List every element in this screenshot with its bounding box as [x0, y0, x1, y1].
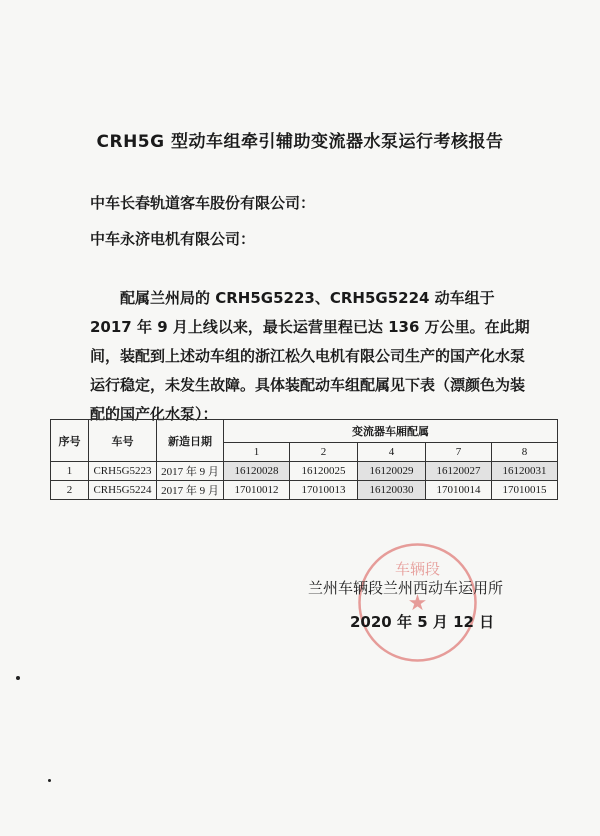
header-converter-group: 变流器车厢配属 [224, 420, 558, 443]
cell-pump: 17010012 [224, 481, 290, 500]
body-paragraph: 配属兰州局的 CRH5G5223、CRH5G5224 动车组于 2017 年 9 月上线以来，最长运营里程已达 136 万公里。在此期间，装配到上述动车组的浙江松久电机有限公司生产的国产化水泵运行稳定，未发生故障。具体装配动车组配属见下表（漂颜色为装配的国产化水泵）： [90, 289, 530, 423]
cell-train: CRH5G5223 [89, 462, 157, 481]
scan-speck [48, 779, 51, 782]
cell-pump: 16120028 [224, 462, 290, 481]
table-header-row [51, 420, 558, 443]
header-car-4: 4 [358, 443, 426, 462]
cell-pump: 16120025 [290, 462, 358, 481]
cell-train: CRH5G5224 [89, 481, 157, 500]
table-row [51, 462, 558, 481]
cell-pump: 17010015 [492, 481, 558, 500]
header-car-1: 1 [224, 443, 290, 462]
official-seal-stamp [355, 540, 480, 665]
signature-date: 2020 年 5 月 12 日 [350, 613, 495, 631]
cell-pump: 17010013 [290, 481, 358, 500]
signer: 兰州车辆段兰州西动车运用所 [308, 579, 504, 597]
cell-pump: 16120027 [426, 462, 492, 481]
header-car-2: 2 [290, 443, 358, 462]
addressee-yongji: 中车永济电机有限公司： [90, 230, 256, 248]
cell-pump: 16120030 [358, 481, 426, 500]
cell-date: 2017 年 9 月 [157, 481, 224, 500]
seal-text: 车辆段 [394, 560, 441, 578]
addressee-changchun: 中车长春轨道客车股份有限公司： [90, 194, 316, 212]
scan-speck [16, 676, 20, 680]
seal-star-icon: ★ [407, 591, 428, 616]
table-row [51, 481, 558, 500]
cell-seq: 1 [51, 462, 89, 481]
cell-date: 2017 年 9 月 [157, 462, 224, 481]
cell-seq: 2 [51, 481, 89, 500]
document-title: CRH5G 型动车组牵引辅助变流器水泵运行考核报告 [96, 132, 504, 152]
header-seq: 序号 [51, 420, 89, 462]
cell-pump: 17010014 [426, 481, 492, 500]
header-date: 新造日期 [157, 420, 224, 462]
cell-pump: 16120029 [358, 462, 426, 481]
header-train: 车号 [89, 420, 157, 462]
assignment-table [50, 419, 558, 500]
header-car-7: 7 [426, 443, 492, 462]
cell-pump: 16120031 [492, 462, 558, 481]
header-car-8: 8 [492, 443, 558, 462]
